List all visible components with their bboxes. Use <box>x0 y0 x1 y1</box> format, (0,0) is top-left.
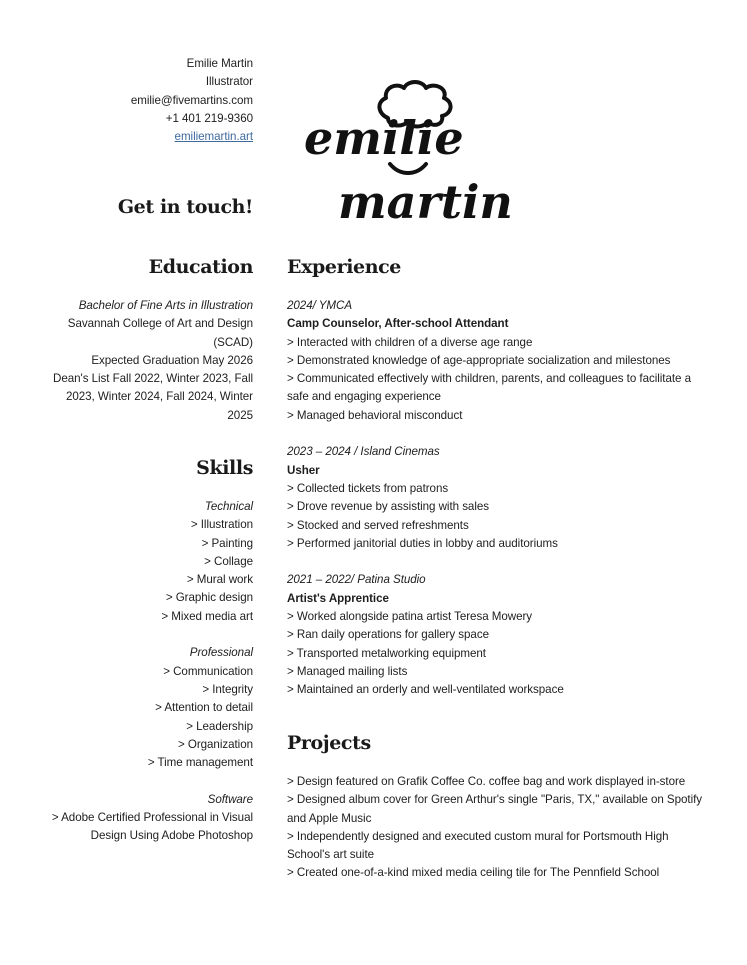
job-item: > Communicated effectively with children, parents, and colleagues to facilitate a safe and engaging experience <box>287 372 691 404</box>
get-in-touch-heading: Get in touch! <box>117 196 253 218</box>
job-item: > Transported metalworking equipment <box>287 646 486 660</box>
skills-heading: Skills <box>196 457 253 479</box>
logo-line-1: emilie <box>304 111 464 165</box>
skill-item: > Painting <box>201 536 253 550</box>
skill-item: > Organization <box>177 737 253 751</box>
emilie-martin-logo <box>300 78 550 228</box>
education-heading: Education <box>148 256 253 278</box>
education-degree: Bachelor of Fine Arts in Illustration <box>78 299 253 312</box>
skill-item: > Mixed media art <box>161 609 253 623</box>
education-graduation: Expected Graduation May 2026 <box>91 353 253 367</box>
education-block <box>40 297 253 425</box>
job-meta: 2024/ YMCA <box>287 299 353 312</box>
experience-block <box>287 297 707 700</box>
skills-software-label: Software <box>207 792 253 806</box>
skills-block <box>40 498 253 846</box>
skill-item: > Integrity <box>202 682 253 696</box>
logo-line-2: martin <box>338 175 513 228</box>
website-link[interactable]: emiliemartin.art <box>174 130 253 144</box>
job-item: > Worked alongside patina artist Teresa Mowery <box>287 610 533 624</box>
skill-item: > Time management <box>147 756 253 770</box>
job-title: Artist's Apprentice <box>287 591 389 605</box>
projects-heading: Projects <box>287 732 371 754</box>
job-item: > Maintained an orderly and well-ventilated workspace <box>287 683 564 697</box>
skill-item: > Leadership <box>186 719 253 733</box>
experience-heading: Experience <box>287 256 401 278</box>
contact-title: Illustrator <box>205 75 253 89</box>
contact-email[interactable]: emilie@fivemartins.com <box>130 93 253 107</box>
job-item: > Demonstrated knowledge of age-appropriate socialization and milestones <box>287 353 671 367</box>
education-deans-list: Dean's List Fall 2022, Winter 2023, Fall 2023, Winter 2024, Fall 2024, Winter 2025 <box>53 372 253 422</box>
job-item: > Ran daily operations for gallery space <box>287 628 489 642</box>
job-meta: 2021 – 2022/ Patina Studio <box>287 573 426 587</box>
job-title: Camp Counselor, After-school Attendant <box>287 317 509 331</box>
skill-item: > Collage <box>204 554 253 568</box>
skill-item: > Graphic design <box>165 591 253 605</box>
skills-technical-label: Technical <box>204 500 253 513</box>
skill-item: > Illustration <box>190 518 253 532</box>
smile-icon <box>390 164 426 173</box>
projects-block <box>287 773 707 883</box>
job-item: > Drove revenue by assisting with sales <box>287 500 490 514</box>
job-item: > Performed janitorial duties in lobby and auditoriums <box>287 536 558 550</box>
skill-item: > Adobe Certified Professional in Visual Design Using Adobe Photoshop <box>51 811 253 843</box>
skill-item: > Communication <box>163 664 253 678</box>
skills-professional-label: Professional <box>189 646 253 660</box>
contact-block <box>40 55 253 146</box>
job-item: > Stocked and served refreshments <box>287 518 469 532</box>
skill-item: > Mural work <box>186 573 253 587</box>
project-item: > Independently designed and executed custom mural for Portsmouth High School's art suite <box>287 829 669 862</box>
job-item: > Managed mailing lists <box>287 664 408 678</box>
job-title: Usher <box>287 463 320 477</box>
education-school: Savannah College of Art and Design (SCAD) <box>67 317 253 349</box>
skill-item: > Attention to detail <box>155 701 253 715</box>
job-item: > Collected tickets from patrons <box>287 481 449 495</box>
project-item: > Design featured on Grafik Coffee Co. coffee bag and work displayed in-store <box>287 775 686 788</box>
project-item: > Created one-of-a-kind mixed media ceiling tile for The Pennfield School <box>287 866 660 880</box>
contact-phone: +1 401 219-9360 <box>165 111 253 125</box>
contact-name: Emilie Martin <box>186 57 253 70</box>
job-item: > Interacted with children of a diverse age range <box>287 335 533 349</box>
job-item: > Managed behavioral misconduct <box>287 408 463 422</box>
project-item: > Designed album cover for Green Arthur's single "Paris, TX," available on Spotify and Apple Music <box>287 793 703 825</box>
job-meta: 2023 – 2024 / Island Cinemas <box>287 445 440 459</box>
